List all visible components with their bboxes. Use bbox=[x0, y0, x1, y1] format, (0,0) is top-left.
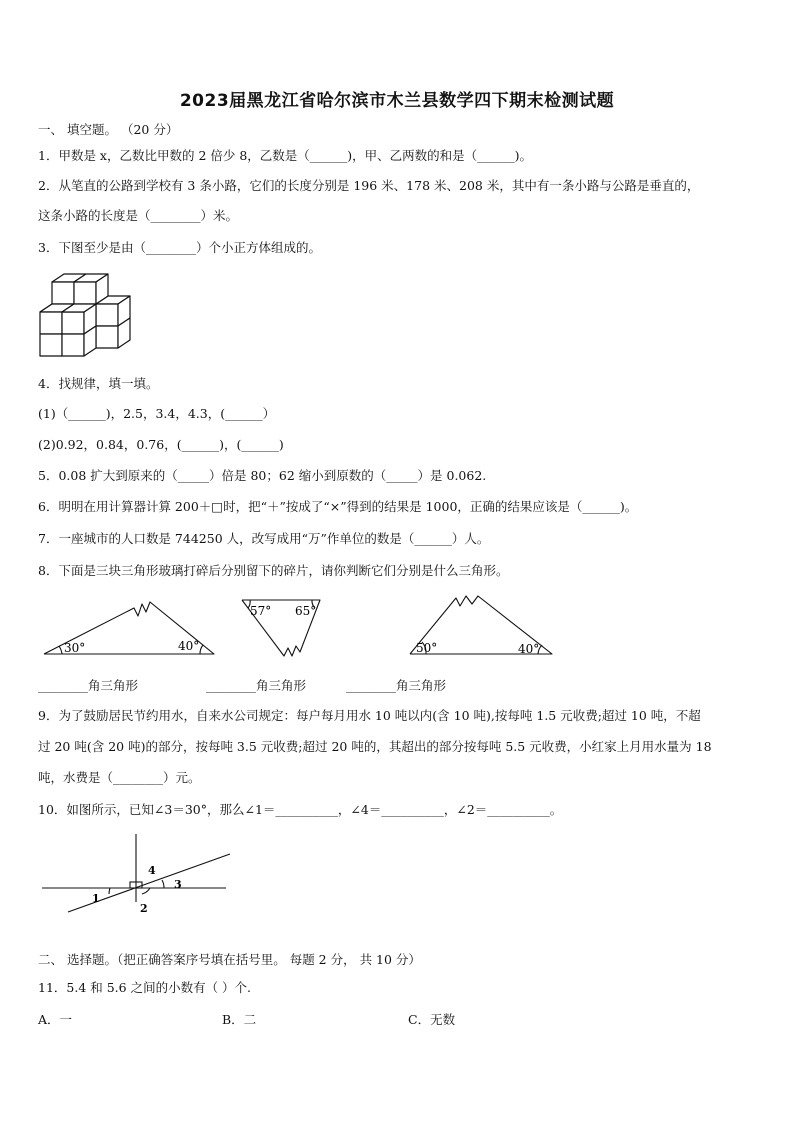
section-choice-heading: 二、 选择题。（把正确答案序号填在括号里。 每题 2 分， 共 10 分） bbox=[38, 952, 421, 967]
question-9-line-2: 过 20 吨(含 20 吨)的部分，按每吨 3.5 元收费;超过 20 吨的，其超出的部分按每吨 5.5 元收费，小红家上月用水量为 18 bbox=[38, 739, 712, 754]
question-11-choice-a: A．一 bbox=[38, 1012, 73, 1027]
page-title: 2023届黑龙江省哈尔滨市木兰县数学四下期末检测试题 bbox=[179, 91, 615, 111]
question-2-line-1: 2．从笔直的公路到学校有 3 条小路，它们的长度分别是 196 米、178 米、208 米，其中有一条小路与公路是垂直的， bbox=[38, 178, 700, 193]
triangle-2-angle-a: 57° bbox=[250, 604, 272, 618]
triangle-3-angle-a: 50° bbox=[416, 641, 438, 655]
intersecting-lines-figure bbox=[38, 828, 238, 918]
question-4: 4．找规律，填一填。 bbox=[38, 376, 159, 391]
triangle-1-answer: ________角三角形 bbox=[38, 678, 139, 693]
triangle-1-angle-a: 30° bbox=[64, 641, 86, 655]
question-11: 11．5.4 和 5.6 之间的小数有（ ）个. bbox=[38, 980, 252, 995]
cube-stack-figure bbox=[38, 268, 138, 362]
question-6: 6．明明在用计算器计算 200＋□时，把“＋”按成了“×”得到的结果是 1000，正确的结果应该是（______)。 bbox=[38, 499, 638, 514]
question-2-line-2: 这条小路的长度是（________）米。 bbox=[38, 208, 239, 223]
question-10: 10．如图所示，已知∠3＝30°，那么∠1＝__________，∠4＝__________，∠2＝__________。 bbox=[38, 802, 563, 817]
question-8: 8．下面是三块三角形玻璃打碎后分别留下的碎片，请你判断它们分别是什么三角形。 bbox=[38, 563, 509, 578]
triangle-3-angle-b: 40° bbox=[518, 642, 540, 656]
triangle-2-angle-b: 65° bbox=[295, 604, 317, 618]
question-9-line-1: 9．为了鼓励居民节约用水，自来水公司规定：每户每月用水 10 吨以内(含 10 吨),按每吨 1.5 元收费;超过 10 吨，不超 bbox=[38, 708, 701, 723]
triangle-3-answer: ________角三角形 bbox=[346, 678, 447, 693]
question-5: 5．0.08 扩大到原来的（_____）倍是 80；62 缩小到原数的（_____）是 0.062. bbox=[38, 468, 487, 483]
question-7: 7．一座城市的人口数是 744250 人，改写成用“万”作单位的数是（______）人。 bbox=[38, 531, 490, 546]
question-1: 1．甲数是 x，乙数比甲数的 2 倍少 8，乙数是（______)，甲、乙两数的和是（______)。 bbox=[38, 148, 533, 163]
section-fill-in-heading: 一、 填空题。 （20 分） bbox=[38, 122, 179, 137]
question-11-choice-b: B．二 bbox=[222, 1012, 257, 1027]
angle-4-label: 4 bbox=[148, 864, 156, 877]
angle-1-label: 1 bbox=[92, 892, 100, 905]
angle-3-label: 3 bbox=[174, 878, 182, 891]
triangle-1-angle-b: 40° bbox=[178, 639, 200, 653]
triangle-2-answer: ________角三角形 bbox=[206, 678, 307, 693]
triangle-fragments-figure bbox=[38, 590, 568, 662]
question-4-part-2: (2)0.92，0.84，0.76，(______)，(______) bbox=[38, 437, 284, 452]
angle-2-label: 2 bbox=[140, 902, 148, 915]
question-11-choice-c: C．无数 bbox=[408, 1012, 456, 1027]
question-4-part-1: (1)（______)，2.5，3.4，4.3，(______） bbox=[38, 406, 276, 421]
question-3: 3．下图至少是由（________）个小正方体组成的。 bbox=[38, 240, 321, 255]
question-9-line-3: 吨，水费是（________）元。 bbox=[38, 770, 201, 785]
